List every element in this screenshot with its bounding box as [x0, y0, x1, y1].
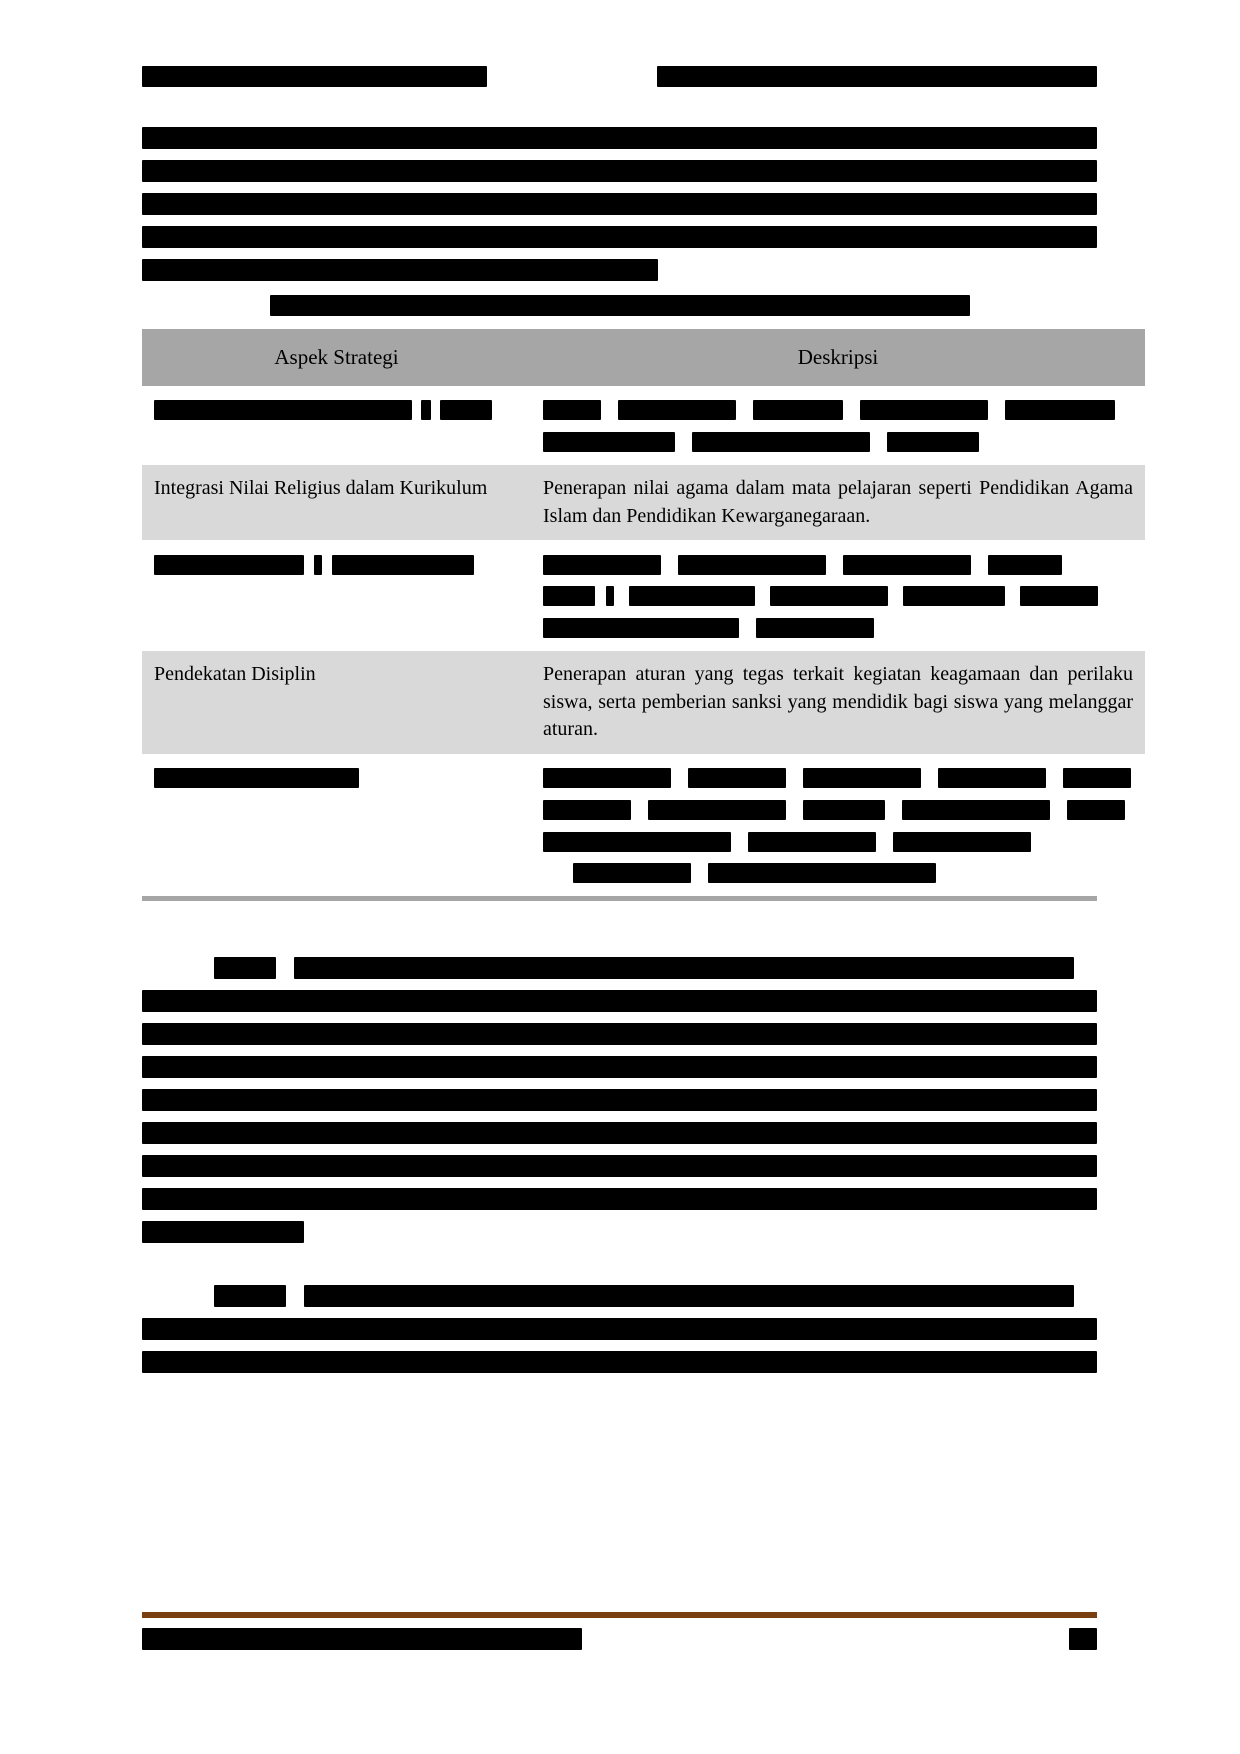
- redaction: [903, 586, 1005, 606]
- redaction: [543, 400, 601, 420]
- column-header-aspect: Aspek Strategi: [142, 329, 531, 386]
- redaction: [543, 832, 731, 852]
- cell-description: [531, 540, 1145, 651]
- redacted-line: [142, 1023, 1097, 1045]
- spacer: [142, 901, 1097, 957]
- redaction: [1020, 586, 1098, 606]
- redacted-line: [142, 990, 1097, 1012]
- cell-aspect: [142, 754, 531, 896]
- redaction: [902, 800, 1050, 820]
- redaction: [543, 555, 661, 575]
- redacted-line: [142, 1318, 1097, 1340]
- cell-aspect: [142, 540, 531, 651]
- table-caption: [142, 295, 1097, 319]
- cell-aspect: Integrasi Nilai Religius dalam Kurikulum: [142, 465, 531, 540]
- footer-divider: [142, 1612, 1097, 1618]
- body-paragraph-1: [142, 957, 1097, 1243]
- cell-description: [531, 386, 1145, 465]
- redacted-line: [142, 1056, 1097, 1078]
- body-paragraph-2: [142, 1285, 1097, 1373]
- cell-aspect: [142, 386, 531, 465]
- redaction: [893, 832, 1031, 852]
- redaction: [843, 555, 971, 575]
- cell-description: [531, 754, 1145, 896]
- redaction: [770, 586, 888, 606]
- redaction: [1063, 768, 1131, 788]
- redaction: [753, 400, 843, 420]
- redaction: [304, 1285, 1074, 1307]
- redacted-line: [142, 1122, 1097, 1144]
- redaction: [748, 832, 876, 852]
- redaction: [314, 555, 322, 575]
- redaction: [214, 1285, 286, 1307]
- redaction: [440, 400, 492, 420]
- redacted-line: [142, 259, 658, 281]
- spacer: [142, 1257, 1097, 1285]
- header-right-redaction: [657, 66, 1097, 87]
- redaction: [332, 555, 474, 575]
- redaction: [543, 768, 671, 788]
- table-caption-redaction: [270, 295, 970, 316]
- table-row: [142, 386, 1145, 465]
- redaction: [988, 555, 1062, 575]
- redacted-line: [142, 1089, 1097, 1111]
- redaction: [543, 800, 631, 820]
- redaction: [154, 555, 304, 575]
- cell-description: Penerapan nilai agama dalam mata pelajaran seperti Pendidikan Agama Islam dan Pendidikan Kewarganegaraan.: [531, 465, 1145, 540]
- page-footer: [142, 1628, 1097, 1650]
- header-left-redaction: [142, 66, 487, 87]
- redaction: [154, 400, 412, 420]
- redacted-line: [142, 226, 1097, 248]
- table-row: [142, 754, 1145, 896]
- redacted-line: [142, 1188, 1097, 1210]
- redaction: [421, 400, 431, 420]
- cell-description: Penerapan aturan yang tegas terkait kegiatan keagamaan dan perilaku siswa, serta pemberian sanksi yang mendidik bagi siswa yang melanggar aturan.: [531, 651, 1145, 754]
- cell-aspect: Pendekatan Disiplin: [142, 651, 531, 754]
- redaction: [543, 586, 595, 606]
- redaction: [708, 863, 936, 883]
- redaction: [688, 768, 786, 788]
- redacted-line: [142, 193, 1097, 215]
- footer-left-redaction: [142, 1628, 582, 1650]
- redaction: [860, 400, 988, 420]
- redaction: [756, 618, 874, 638]
- footer-page-number-redaction: [1069, 1628, 1097, 1650]
- redacted-line: [142, 127, 1097, 149]
- redacted-line: [142, 1351, 1097, 1373]
- table-row: [142, 540, 1145, 651]
- redaction: [629, 586, 755, 606]
- redaction: [678, 555, 826, 575]
- table-header-row: [142, 329, 1145, 386]
- redaction: [803, 800, 885, 820]
- redaction: [154, 768, 359, 788]
- redaction: [606, 586, 614, 606]
- redaction: [938, 768, 1046, 788]
- redaction: [618, 400, 736, 420]
- column-header-description: Deskripsi: [531, 329, 1145, 386]
- redacted-line: [142, 160, 1097, 182]
- document-content: [142, 66, 1133, 1387]
- strategy-table: [142, 329, 1145, 896]
- redaction: [692, 432, 870, 452]
- redaction: [543, 432, 675, 452]
- redaction: [543, 618, 739, 638]
- redaction: [1067, 800, 1125, 820]
- redaction: [294, 957, 1074, 979]
- table-row: [142, 465, 1145, 540]
- redaction: [214, 957, 276, 979]
- redacted-line: [142, 1155, 1097, 1177]
- intro-paragraph: [142, 127, 1097, 281]
- redaction: [803, 768, 921, 788]
- redaction: [648, 800, 786, 820]
- redacted-line: [142, 1221, 304, 1243]
- table-row: [142, 651, 1145, 754]
- page-header: [142, 66, 1097, 87]
- redaction: [573, 863, 691, 883]
- redaction: [1005, 400, 1115, 420]
- redaction: [887, 432, 979, 452]
